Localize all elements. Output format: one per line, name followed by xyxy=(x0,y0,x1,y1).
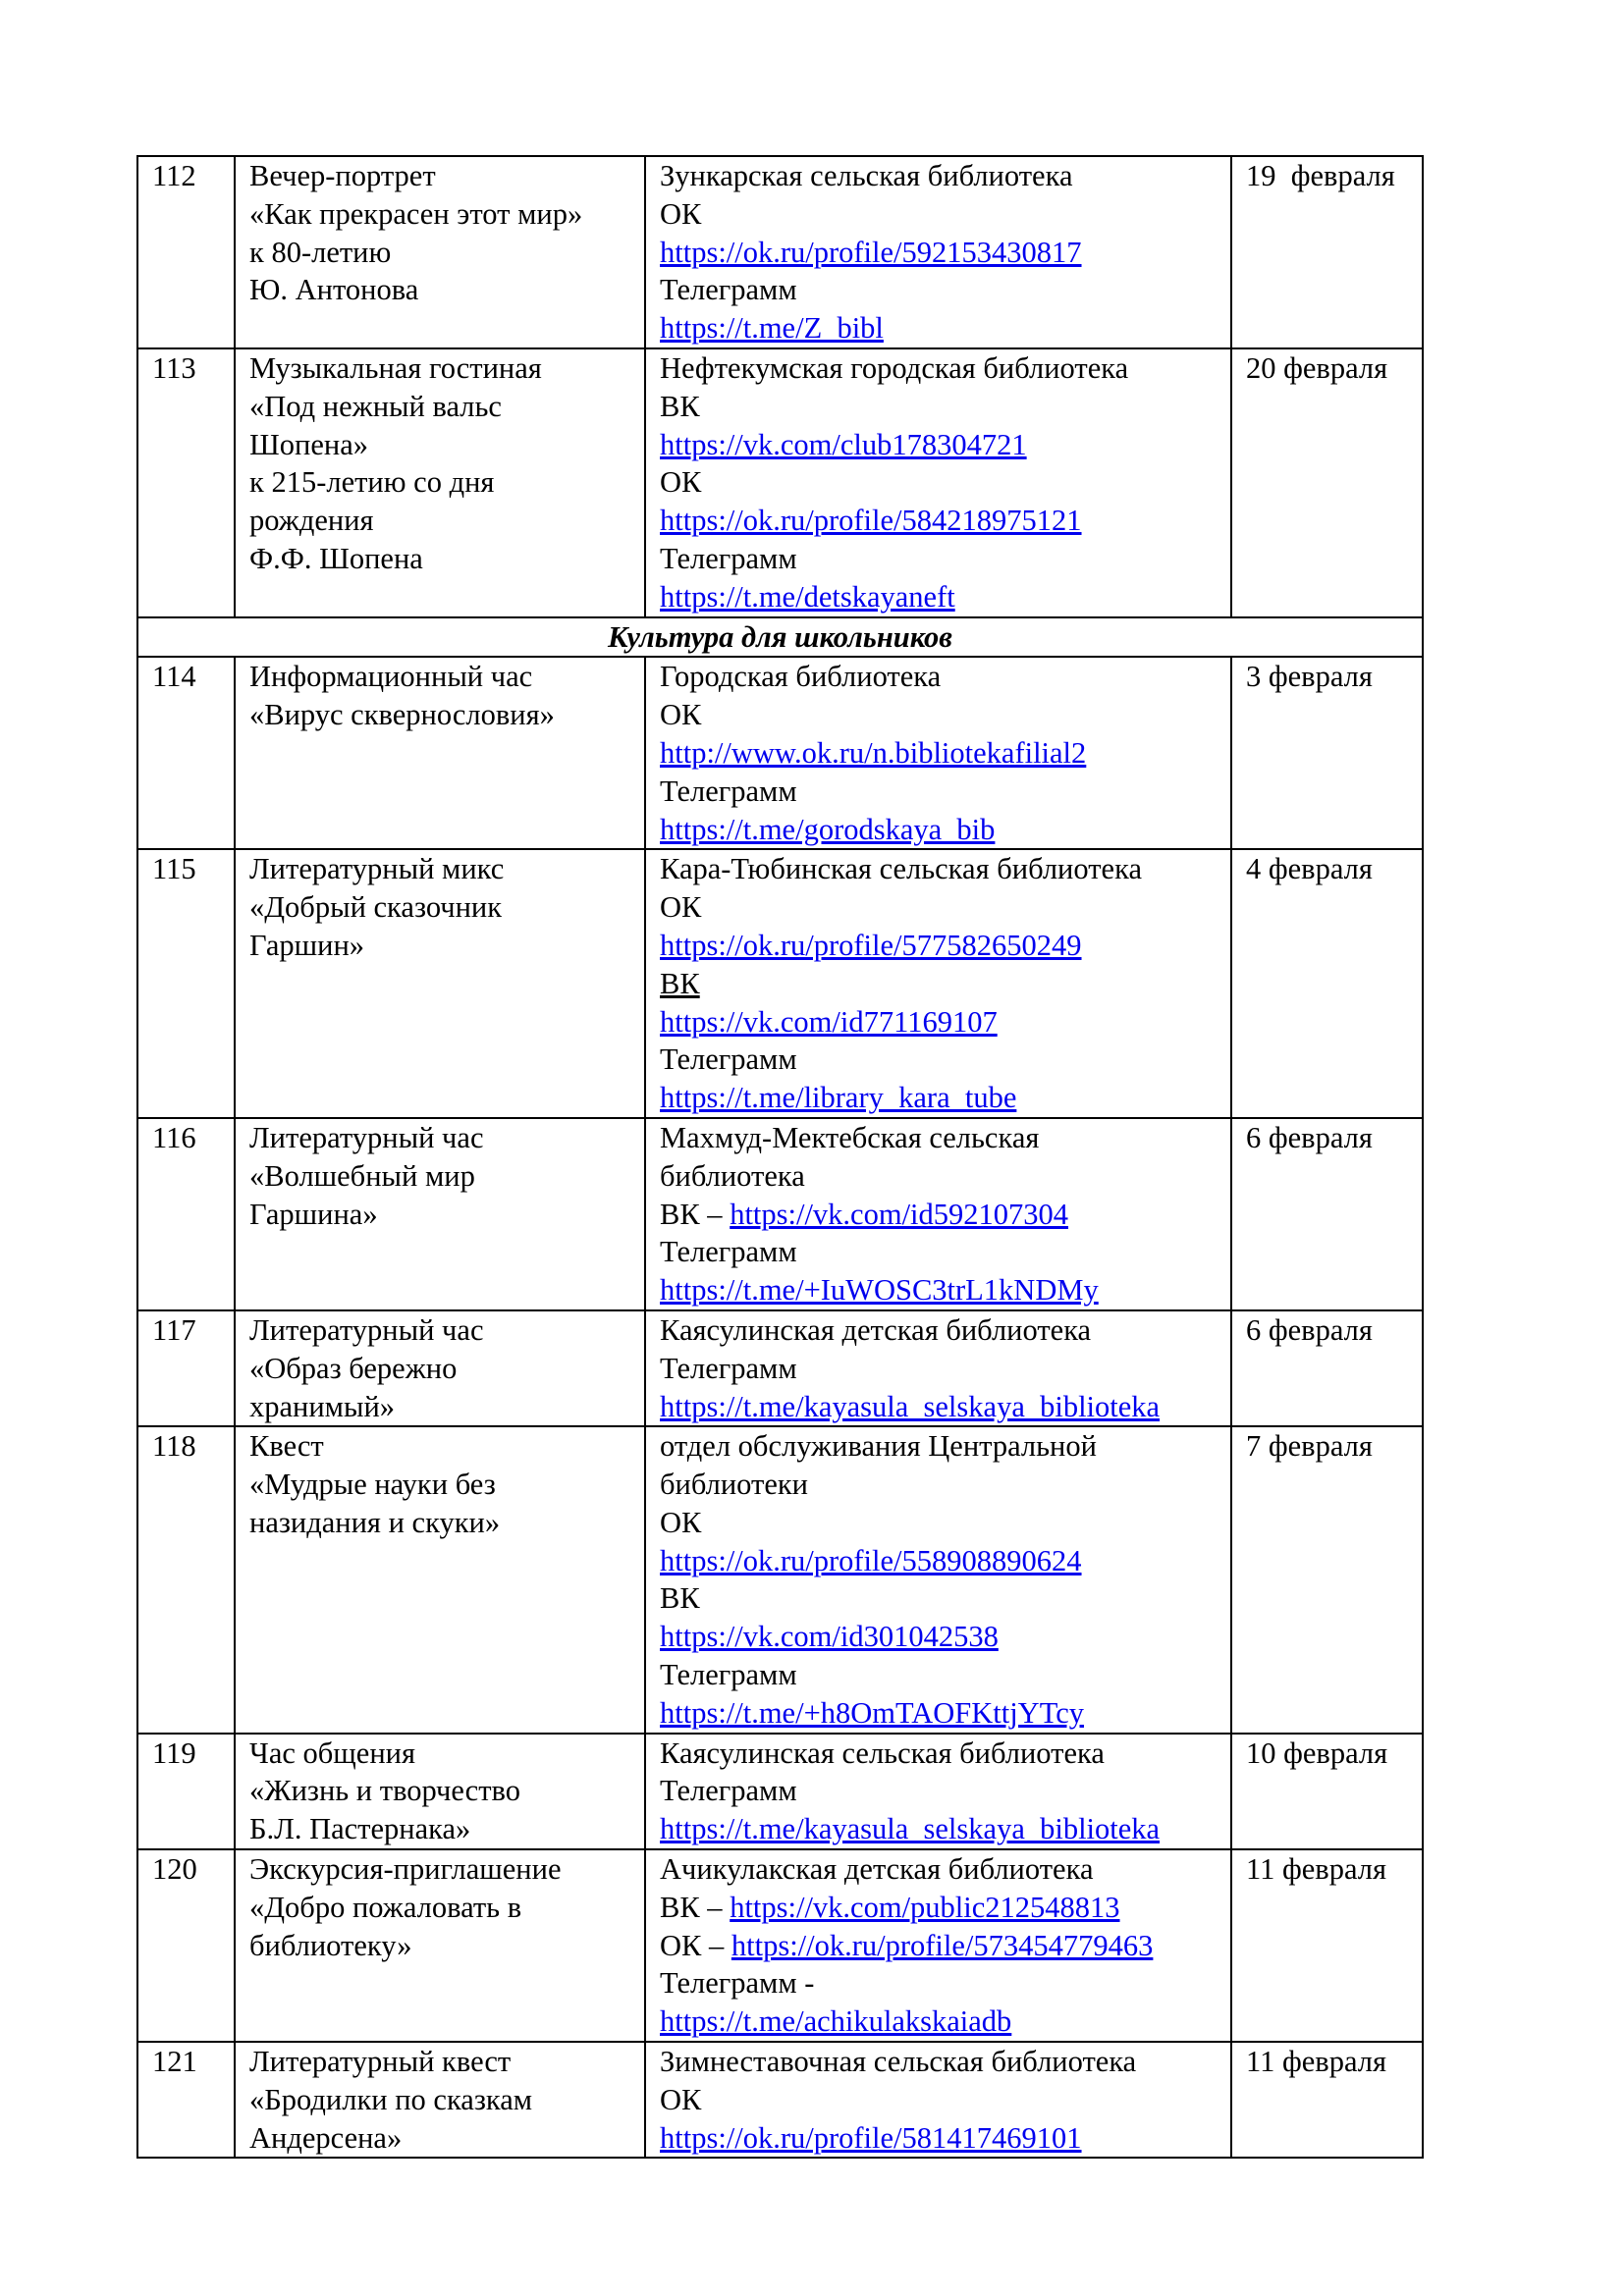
event-place xyxy=(645,1118,1231,1310)
social-link[interactable]: https://ok.ru/profile/573454779463 xyxy=(731,1928,1154,1962)
place-text: Телеграмм xyxy=(660,1351,797,1385)
social-link[interactable]: https://t.me/+h8OmTAOFKttjYTcy xyxy=(660,1695,1084,1730)
place-line xyxy=(660,658,1217,696)
place-line xyxy=(660,271,1217,309)
event-title-line: «Добрый сказочник xyxy=(249,890,503,925)
row-number: 120 xyxy=(137,1849,235,2042)
events-table xyxy=(136,155,1424,2159)
place-line xyxy=(660,773,1217,811)
place-line xyxy=(660,2119,1217,2158)
event-title-line: Литературный микс xyxy=(249,852,505,886)
event-place xyxy=(645,1849,1231,2042)
place-line xyxy=(660,1157,1217,1196)
section-title: Культура для школьников xyxy=(137,617,1423,658)
event-title-line: рождения xyxy=(249,504,374,538)
social-link[interactable]: https://vk.com/id771169107 xyxy=(660,1004,998,1039)
place-line xyxy=(660,388,1217,426)
social-link[interactable]: https://vk.com/id592107304 xyxy=(730,1197,1069,1231)
place-line xyxy=(660,1119,1217,1157)
row-number: 112 xyxy=(137,156,235,348)
event-title-line: Гаршин» xyxy=(249,928,365,962)
table-row xyxy=(137,1118,1423,1310)
table-row xyxy=(137,849,1423,1118)
event-place xyxy=(645,2042,1231,2158)
place-line xyxy=(660,1003,1217,1041)
event-title-line: Гаршина» xyxy=(249,1197,378,1231)
place-text: ВК xyxy=(660,966,700,1000)
row-number: 118 xyxy=(137,1426,235,1733)
event-title-line: назидания и скуки» xyxy=(249,1505,501,1539)
place-line xyxy=(660,463,1217,502)
row-number: 119 xyxy=(137,1734,235,1849)
place-text: ВК xyxy=(660,1581,700,1616)
place-line xyxy=(660,850,1217,888)
row-number: 117 xyxy=(137,1310,235,1426)
place-line xyxy=(660,2043,1217,2081)
place-line xyxy=(660,426,1217,464)
place-line xyxy=(660,578,1217,616)
social-link[interactable]: https://t.me/library_kara_tube xyxy=(660,1081,1017,1115)
row-number: 113 xyxy=(137,348,235,617)
event-date: 7 февраля xyxy=(1231,1426,1423,1733)
event-place xyxy=(645,657,1231,849)
place-line xyxy=(660,540,1217,578)
event-title-line: «Мудрые науки без xyxy=(249,1468,496,1502)
place-line xyxy=(660,1656,1217,1694)
place-text: Каясулинская сельская библиотека xyxy=(660,1735,1105,1770)
place-line xyxy=(660,734,1217,773)
place-text: Ачикулакская детская библиотека xyxy=(660,1852,1094,1887)
place-text: Телеграмм xyxy=(660,1235,797,1269)
place-line xyxy=(660,1466,1217,1504)
link-prefix: ОК – xyxy=(660,1928,731,1962)
section-row xyxy=(137,617,1423,658)
place-line xyxy=(660,1350,1217,1388)
section-header xyxy=(137,617,1423,658)
place-line xyxy=(660,1810,1217,1848)
place-line xyxy=(660,888,1217,927)
place-line xyxy=(660,1542,1217,1580)
event-title-line: Литературный час xyxy=(249,1312,484,1347)
place-text: ОК xyxy=(660,196,702,231)
event-title xyxy=(235,2042,645,2158)
place-text: Зункарская сельская библиотека xyxy=(660,159,1073,192)
event-title xyxy=(235,849,645,1118)
event-title xyxy=(235,156,645,348)
place-text: Кара-Тюбинская сельская библиотека xyxy=(660,852,1142,886)
event-place xyxy=(645,156,1231,348)
event-title xyxy=(235,348,645,617)
event-title-line: Ю. Антонова xyxy=(249,273,419,307)
link-prefix: ВК – xyxy=(660,1890,731,1924)
table-row xyxy=(137,156,1423,348)
place-line xyxy=(660,1271,1217,1309)
place-text: ОК xyxy=(660,2082,702,2116)
social-link[interactable]: https://t.me/detskayaneft xyxy=(660,579,955,614)
place-text: Телеграмм xyxy=(660,1774,797,1808)
event-title-line: Квест xyxy=(249,1429,324,1464)
social-link[interactable]: https://vk.com/public212548813 xyxy=(730,1890,1120,1924)
event-date: 3 февраля xyxy=(1231,657,1423,849)
social-link[interactable]: https://ok.ru/profile/558908890624 xyxy=(660,1543,1082,1577)
place-line xyxy=(660,696,1217,734)
place-line xyxy=(660,1964,1217,2002)
event-title-line: Ф.Ф. Шопена xyxy=(249,541,423,575)
event-title-line: Шопена» xyxy=(249,427,368,461)
row-number: 115 xyxy=(137,849,235,1118)
place-line xyxy=(660,157,1217,195)
place-line xyxy=(660,349,1217,388)
place-line xyxy=(660,2002,1217,2041)
event-date: 20 февраля xyxy=(1231,348,1423,617)
place-text: библиотеки xyxy=(660,1468,808,1502)
event-title-line: «Бродилки по сказкам xyxy=(249,2082,533,2116)
event-place xyxy=(645,1310,1231,1426)
place-line xyxy=(660,811,1217,849)
table-body-before xyxy=(137,156,1423,617)
place-line xyxy=(660,1735,1217,1773)
place-line xyxy=(660,1427,1217,1466)
place-line xyxy=(660,1233,1217,1271)
event-title xyxy=(235,1849,645,2042)
place-text: Телеграмм xyxy=(660,1042,797,1077)
event-date: 19 февраля xyxy=(1231,156,1423,348)
place-text: Телеграмм xyxy=(660,541,797,575)
social-link[interactable]: https://t.me/achikulakskaiadb xyxy=(660,2004,1012,2039)
place-text: отдел обслуживания Центральной xyxy=(660,1429,1097,1464)
place-line xyxy=(660,927,1217,965)
place-line xyxy=(660,1850,1217,1889)
event-title-line: «Добро пожаловать в xyxy=(249,1890,522,1924)
place-text: ВК xyxy=(660,389,700,423)
place-text: Каясулинская детская библиотека xyxy=(660,1312,1092,1347)
place-line xyxy=(660,1618,1217,1656)
social-link[interactable]: http://www.ok.ru/n.bibliotekafilial2 xyxy=(660,735,1087,770)
event-title-line: «Вирус сквернословия» xyxy=(249,698,555,732)
place-line xyxy=(660,1196,1217,1234)
social-link[interactable]: https://vk.com/club178304721 xyxy=(660,427,1027,461)
row-number: 121 xyxy=(137,2042,235,2158)
social-link[interactable]: https://t.me/kayasula_selskaya_biblioteka xyxy=(660,1389,1161,1423)
event-title-line: «Жизнь и творчество xyxy=(249,1774,520,1808)
social-link[interactable]: https://t.me/gorodskaya_bib xyxy=(660,812,996,846)
event-place xyxy=(645,1734,1231,1849)
event-date: 10 февраля xyxy=(1231,1734,1423,1849)
event-title xyxy=(235,657,645,849)
place-text: ОК xyxy=(660,698,702,732)
place-text: ОК xyxy=(660,890,702,925)
event-title-line: Б.Л. Пастернака» xyxy=(249,1812,471,1846)
row-number: 114 xyxy=(137,657,235,849)
social-link[interactable]: https://vk.com/id301042538 xyxy=(660,1620,999,1654)
table-row xyxy=(137,1849,1423,2042)
social-link[interactable]: https://ok.ru/profile/584218975121 xyxy=(660,504,1082,538)
social-link[interactable]: https://ok.ru/profile/592153430817 xyxy=(660,235,1082,269)
place-line xyxy=(660,502,1217,540)
table-row xyxy=(137,657,1423,849)
place-line xyxy=(660,1079,1217,1117)
place-line xyxy=(660,234,1217,272)
place-line xyxy=(660,1579,1217,1618)
event-title-line: «Волшебный мир xyxy=(249,1158,475,1193)
place-text: Телеграмм - xyxy=(660,1966,815,2001)
event-title-line: «Образ бережно xyxy=(249,1351,458,1385)
social-link[interactable]: https://ok.ru/profile/581417469101 xyxy=(660,2120,1082,2155)
event-title-line: Экскурсия-приглашение xyxy=(249,1852,562,1887)
event-date: 6 февраля xyxy=(1231,1118,1423,1310)
event-title-line: Час общения xyxy=(249,1735,415,1770)
event-title-line: Литературный час xyxy=(249,1120,484,1154)
event-title xyxy=(235,1310,645,1426)
event-title-line: Литературный квест xyxy=(249,2045,512,2079)
place-line xyxy=(660,1504,1217,1542)
place-text: Зимнеставочная сельская библиотека xyxy=(660,2045,1137,2079)
link-prefix: ВК – xyxy=(660,1197,731,1231)
event-place xyxy=(645,1426,1231,1733)
table-row xyxy=(137,1426,1423,1733)
place-text: ОК xyxy=(660,465,702,500)
event-title-line: Музыкальная гостиная xyxy=(249,350,542,385)
place-line xyxy=(660,1388,1217,1426)
place-text: библиотека xyxy=(660,1158,805,1193)
place-line xyxy=(660,1772,1217,1810)
event-title-line: «Под нежный вальс xyxy=(249,389,502,423)
event-date: 6 февраля xyxy=(1231,1310,1423,1426)
place-text: Городская библиотека xyxy=(660,660,942,694)
event-date: 11 февраля xyxy=(1231,1849,1423,2042)
social-link[interactable]: https://ok.ru/profile/577582650249 xyxy=(660,928,1082,962)
place-line xyxy=(660,1041,1217,1079)
event-place xyxy=(645,348,1231,617)
event-title-line: к 215-летию со дня xyxy=(249,465,495,500)
place-line xyxy=(660,1927,1217,1965)
event-title xyxy=(235,1118,645,1310)
event-place xyxy=(645,849,1231,1118)
event-title-line: Вечер-портрет xyxy=(249,159,436,192)
table-body-after xyxy=(137,657,1423,2158)
place-text: Телеграмм xyxy=(660,273,797,307)
event-title xyxy=(235,1734,645,1849)
table-row xyxy=(137,2042,1423,2158)
event-title-line: хранимый» xyxy=(249,1389,396,1423)
row-number: 116 xyxy=(137,1118,235,1310)
event-date: 4 февраля xyxy=(1231,849,1423,1118)
place-line xyxy=(660,965,1217,1003)
place-line xyxy=(660,1889,1217,1927)
place-text: ОК xyxy=(660,1505,702,1539)
event-title-line: Информационный час xyxy=(249,660,533,694)
event-date: 11 февраля xyxy=(1231,2042,1423,2158)
table-row xyxy=(137,1734,1423,1849)
place-line xyxy=(660,2081,1217,2119)
table-row xyxy=(137,1310,1423,1426)
event-title-line: Андерсена» xyxy=(249,2120,403,2155)
place-line xyxy=(660,1694,1217,1733)
event-title-line: к 80-летию xyxy=(249,235,392,269)
place-text: Махмуд-Мектебская сельская xyxy=(660,1120,1040,1154)
social-link[interactable]: https://t.me/kayasula_selskaya_biblioteka xyxy=(660,1812,1161,1846)
place-text: Телеграмм xyxy=(660,774,797,808)
social-link[interactable]: https://t.me/Z_bibl xyxy=(660,311,884,346)
place-line xyxy=(660,195,1217,234)
place-line xyxy=(660,309,1217,347)
social-link[interactable]: https://t.me/+IuWOSC3trL1kNDMy xyxy=(660,1273,1099,1308)
event-title-line: библиотеку» xyxy=(249,1928,412,1962)
place-text: Нефтекумская городская библиотека xyxy=(660,350,1129,385)
event-title xyxy=(235,1426,645,1733)
table-row xyxy=(137,348,1423,617)
event-title-line: «Как прекрасен этот мир» xyxy=(249,196,583,231)
place-line xyxy=(660,1311,1217,1350)
place-text: Телеграмм xyxy=(660,1658,797,1692)
